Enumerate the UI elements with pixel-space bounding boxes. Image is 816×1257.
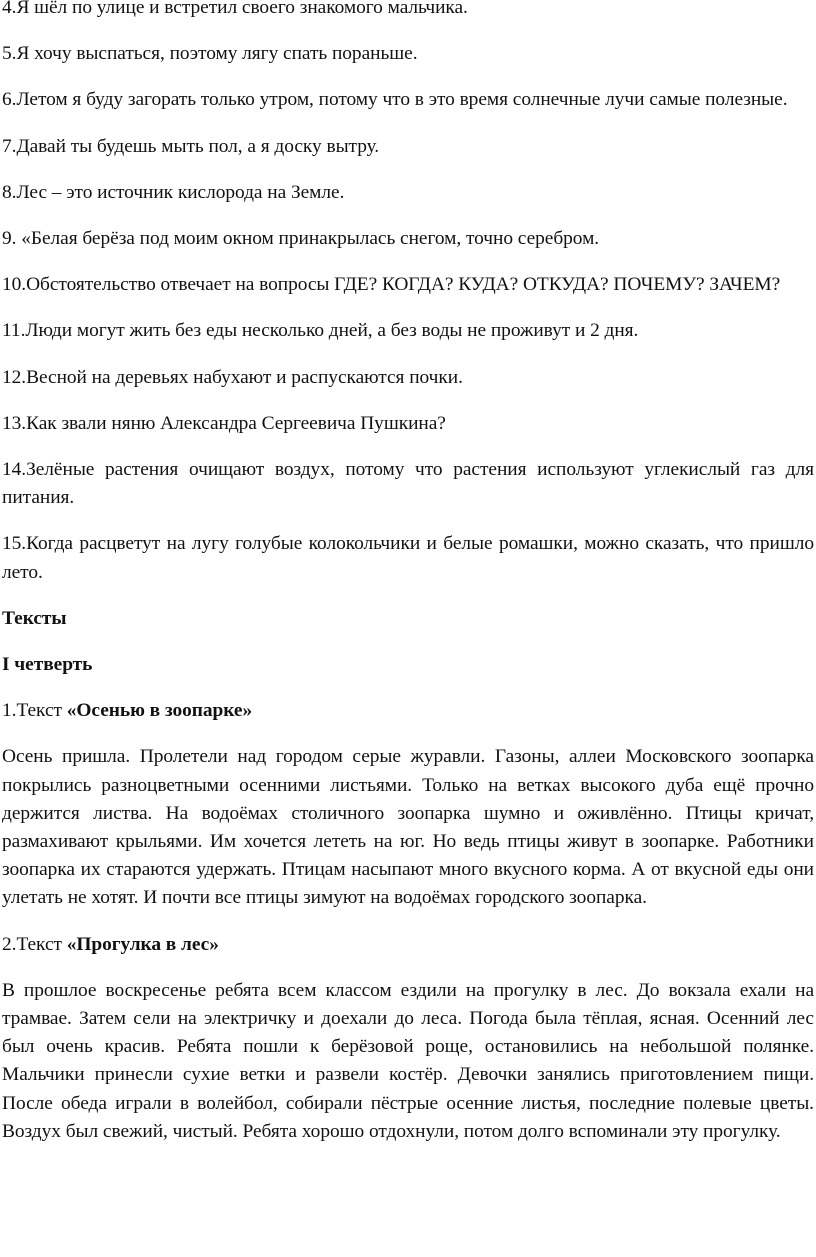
sentence-6: 6.Летом я буду загорать только утром, потому что в это время солнечные лучи самые полезные. [2, 89, 788, 111]
text-1-heading [2, 697, 814, 725]
sentence-15: 15.Когда расцветут на лугу голубые колокольчики и белые ромашки, можно сказать, что пришло лето. [2, 533, 814, 583]
quarter-title-text: I четверть [2, 654, 93, 676]
section-title [2, 605, 814, 633]
sentence-11: 11.Люди могут жить без еды несколько дней, а без воды не проживут и 2 дня. [2, 320, 639, 342]
sentence-9: 9. «Белая берёза под моим окном принакрылась снегом, точно серебром. [2, 228, 600, 250]
text-1-body: Осень пришла. Пролетели над городом серые журавли. Газоны, аллеи Московского зоопарка покрылись разноцветными осенними листьями. Только на ветках высокого дуба ещё прочно держится листва. На водоёмах столичного зоопарка шумно и оживлённо. Птицы кричат, размахивают крыльями. Им хочется лететь на юг. Но ведь птицы живут в зоопарке. Работники зоопарка их стараются удержать. Птицам насыпают много вкусного корма. А от вкусной еды они улетать не хотят. И почти все птицы зимуют на водоёмах городского зоопарка. [2, 746, 814, 909]
text-1-prefix: 1.Текст [2, 700, 67, 722]
quarter-title [2, 651, 814, 679]
text-2-title: «Прогулка в лес» [66, 933, 219, 955]
section-title-text: Тексты [2, 607, 67, 629]
text-2-heading [2, 931, 814, 959]
sentence-13: 13.Как звали няню Александра Сергеевича Пушкина? [2, 412, 446, 434]
sentence-5: 5.Я хочу выспаться, поэтому лягу спать пораньше. [2, 43, 418, 65]
text-2-body: В прошлое воскресенье ребята всем классом ездили на прогулку в лес. До вокзала ехали на трамвае. Затем сели на электричку и доехали до леса. Погода была тёплая, ясная. Осенний лес был очень красив. Ребята пошли к берёзовой роще, остановились на небольшой полянке. Мальчики принесли сухие ветки и развели костёр. Девочки занялись приготовлением пищи. После обеда играли в волейбол, собирали пёстрые осенние листья, последние полевые цветы. Воздух был свежий, чистый. Ребята хорошо отдохнули, потом долго вспоминали эту прогулку. [2, 979, 814, 1142]
sentence-4: 4.Я шёл по улице и встретил своего знакомого мальчика. [2, 0, 468, 18]
sentence-14: 14.Зелёные растения очищают воздух, потому что растения используют углекислый газ для питания. [2, 459, 814, 509]
sentence-12: 12.Весной на деревьях набухают и распускаются почки. [2, 366, 463, 388]
sentence-10: 10.Обстоятельство отвечает на вопросы ГДЕ? КОГДА? КУДА? ОТКУДА? ПОЧЕМУ? ЗАЧЕМ? [2, 274, 781, 296]
text-2-prefix: 2.Текст [2, 933, 67, 955]
sentence-7: 7.Давай ты будешь мыть пол, а я доску вытру. [2, 135, 380, 157]
text-1-title: «Осенью в зоопарке» [66, 700, 253, 722]
sentence-8: 8.Лес – это источник кислорода на Земле. [2, 181, 345, 203]
